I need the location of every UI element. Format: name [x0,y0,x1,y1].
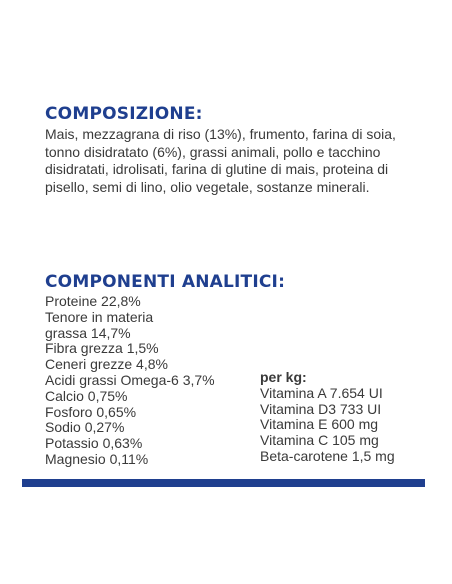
analytical-item: Tenore in materia [45,308,154,325]
analytical-item: Acidi grassi Omega-6 3,7% [45,371,215,388]
bottom-divider-bar [22,479,425,487]
analytical-item: Sodio 0,27% [45,419,125,436]
analytical-item: Proteine 22,8% [45,293,141,309]
analytical-item: Potassio 0,63% [45,435,143,452]
analytical-item: Calcio 0,75% [45,387,128,404]
vitamin-item: Vitamina D3 733 UI [260,400,382,417]
composition-title: COMPOSIZIONE: [45,104,203,124]
vitamin-item: Vitamina E 600 mg [260,416,379,433]
vitamin-item: Beta-carotene 1,5 mg [260,447,395,464]
analytical-item: Magnesio 0,11% [45,450,149,467]
vitamin-item: Vitamina A 7.654 UI [260,384,383,401]
analytical-item: Ceneri grezze 4,8% [45,356,168,373]
analytical-item: grassa 14,7% [45,324,131,341]
per-kg-heading: per kg: [260,369,307,385]
analytical-list [45,294,245,468]
analytical-item: Fosforo 0,65% [45,403,137,420]
vitamin-list [260,370,440,465]
analytical-components-title: COMPONENTI ANALITICI: [45,272,286,292]
composition-text: Mais, mezzagrana di riso (13%), frumento, farina di soia, tonno disidratato (6%), grassi animali, pollo e tacchino disidratati, idrolisati, farina di glutine di mais, proteina di pisello, semi di lino, olio vegetale, sostanze minerali. [45,126,396,195]
analytical-item: Fibra grezza 1,5% [45,340,159,357]
vitamin-item: Vitamina C 105 mg [260,432,379,449]
